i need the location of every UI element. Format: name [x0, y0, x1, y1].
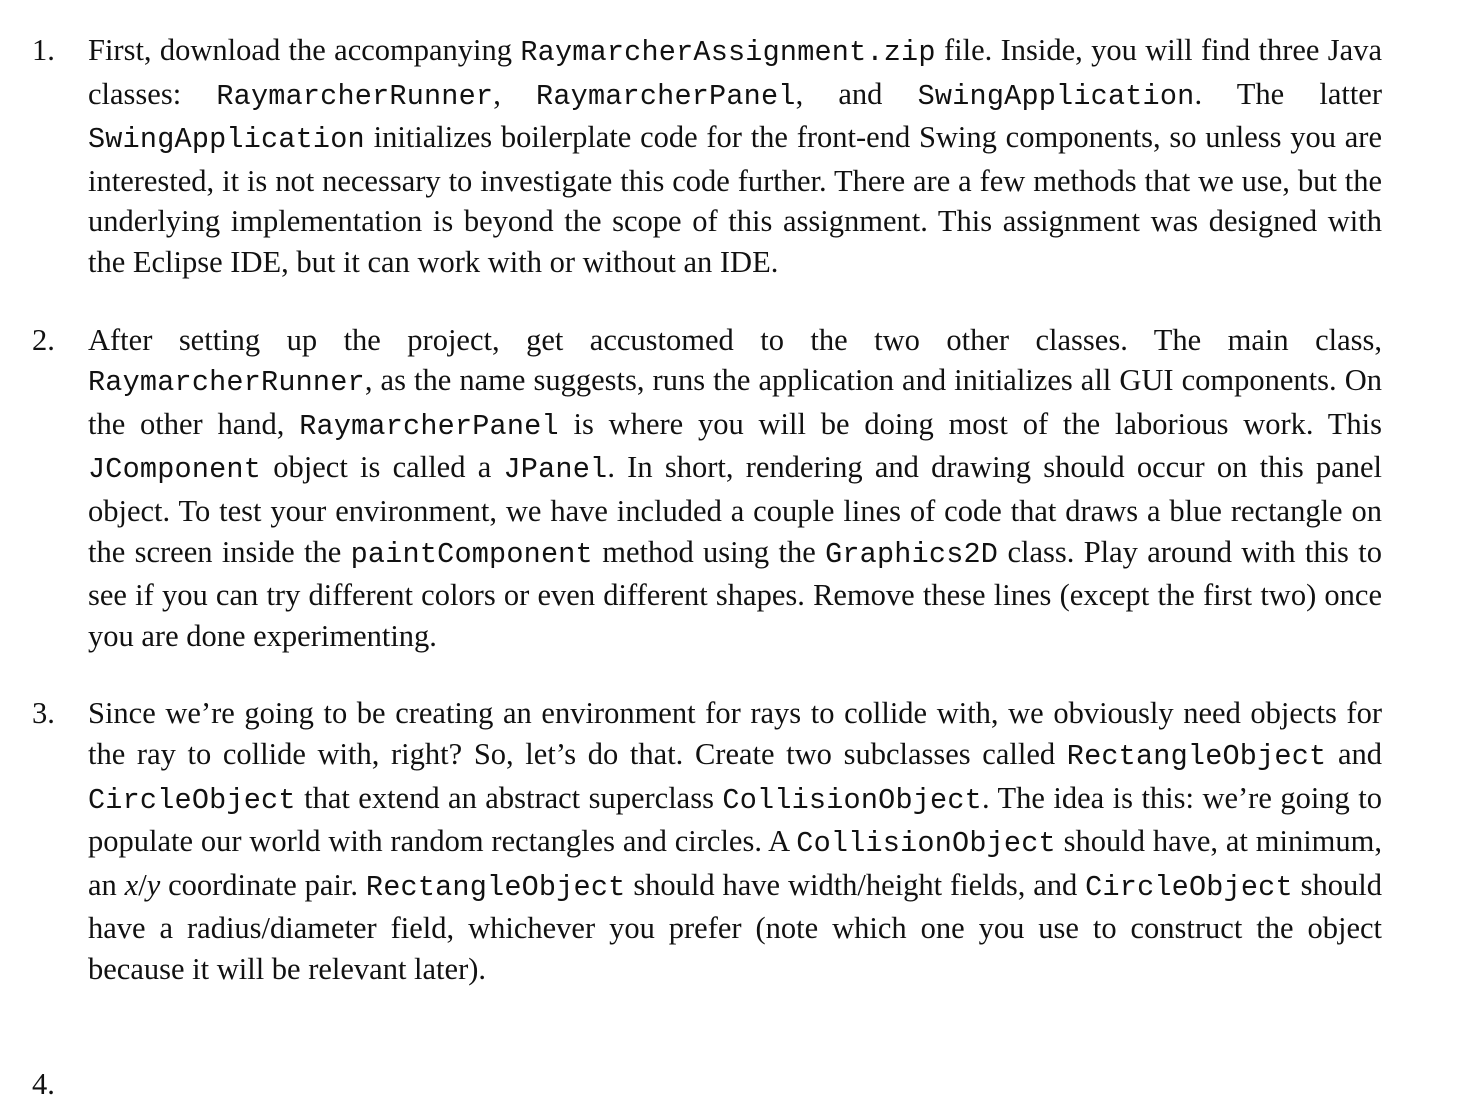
text-run: , and [795, 76, 918, 111]
text-run: After setting up the project, get accustomed to the two other classes. The main class, [88, 322, 1382, 357]
step-3 [0, 693, 1382, 989]
text-run: . The latter [1194, 76, 1382, 111]
code-identifier: RaymarcherRunner [88, 366, 365, 400]
code-identifier: CircleObject [1085, 870, 1293, 904]
code-identifier: RaymarcherPanel [299, 409, 559, 443]
code-identifier: JPanel [503, 453, 608, 487]
instruction-steps [0, 30, 1382, 1026]
code-identifier: CollisionObject [796, 827, 1056, 861]
text-run: that extend an abstract superclass [295, 780, 723, 815]
text-run: . In short, rendering and drawing should occur on this panel object. To test your environment, we have included a couple lines of code that draws a blue rectangle on the screen inside the [88, 450, 1382, 569]
text-run: should have a radius/diameter field, whichever you prefer (note which one you use to construct the object because it will be relevant later). [88, 867, 1383, 986]
text-run: object is called a [261, 450, 504, 485]
step-2 [0, 320, 1382, 657]
code-identifier: RaymarcherPanel [536, 79, 796, 113]
code-identifier: JComponent [88, 453, 262, 487]
text-run: coordinate pair. [160, 867, 366, 902]
text-run: / [138, 867, 147, 902]
step-paragraph [88, 30, 1382, 283]
text-run: method using the [592, 534, 826, 569]
step-number: 4. [32, 1067, 55, 1101]
text-run: and [1326, 736, 1382, 771]
text-run: , as the name suggests, runs the application and initializes all GUI components. On the other hand, [88, 363, 1382, 441]
text-run: file. Inside, you will find three Java classes: [88, 33, 1382, 111]
step-1 [0, 30, 1382, 283]
text-run: , [493, 76, 537, 111]
code-identifier: RaymarcherRunner [216, 79, 494, 113]
text-run: is where you will be doing most of the laborious work. This [558, 406, 1383, 441]
text-run: . The idea is this: we’re going to populate our world with random rectangles and circles. A [88, 780, 1382, 859]
text-run: should have, at minimum, an [88, 824, 1382, 902]
code-identifier: paintComponent [350, 537, 593, 571]
code-identifier: RectangleObject [1066, 739, 1327, 773]
step-paragraph [88, 693, 1382, 989]
code-identifier: RaymarcherAssignment.zip [520, 36, 936, 69]
text-run: Since we’re going to be creating an environment for rays to collide with, we obviously need objects for the ray to collide with, right? So, let’s do that. Create two subclasses called [88, 696, 1382, 771]
code-identifier: Graphics2D [825, 537, 999, 571]
code-identifier: SwingApplication [917, 79, 1195, 113]
code-identifier: RectangleObject [365, 870, 626, 904]
code-identifier: SwingApplication [88, 123, 365, 157]
text-run: should have width/height fields, and [625, 867, 1086, 902]
italic-variable: x [124, 867, 139, 902]
step-number: 3. [32, 696, 55, 731]
code-identifier: CircleObject [88, 783, 296, 817]
next-step-number-cutoff [32, 1064, 55, 1101]
step-number: 1. [32, 33, 55, 67]
text-run: class. Play around with this to see if you can try different colors or even different shapes. Remove these lines (except the first two) once you are done experimenting. [88, 534, 1382, 653]
step-number: 2. [32, 322, 55, 357]
text-run: First, download the accompanying [88, 33, 521, 67]
italic-variable: y [146, 867, 161, 902]
code-identifier: CollisionObject [722, 783, 982, 817]
step-paragraph [88, 320, 1382, 657]
text-run: initializes boilerplate code for the front-end Swing components, so unless you are interested, it is not necessary to investigate this code further. There are a few methods that we use, but the underlying implementation is beyond the scope of this assignment. This assignment was designed with the Eclipse IDE, but it can work with or without an IDE. [88, 120, 1382, 279]
